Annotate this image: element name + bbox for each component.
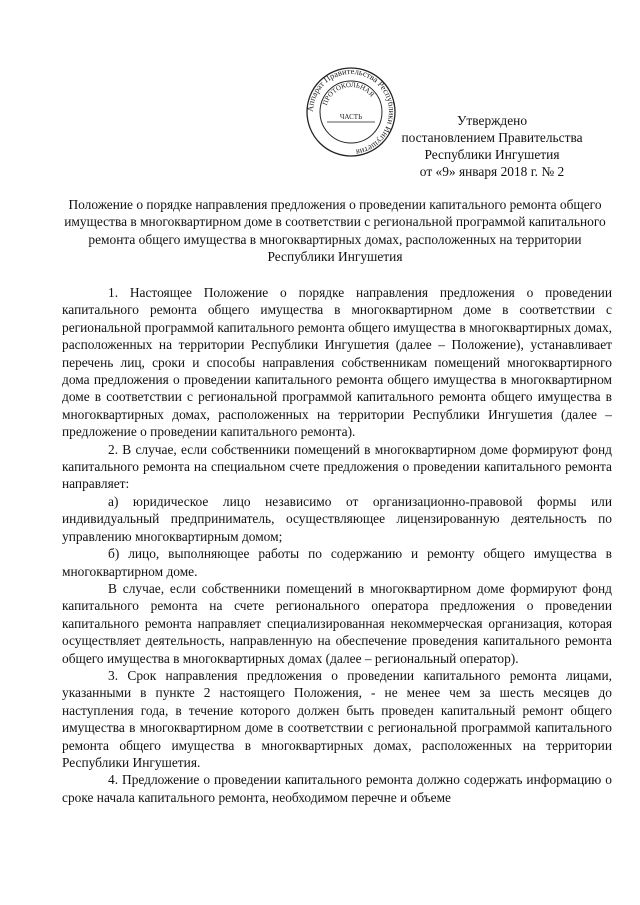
stamp-center-text: ЧАСТЬ [339,113,363,121]
document-body [62,284,612,806]
approval-line-approved: Утверждено [456,113,528,128]
official-stamp-seal [305,66,397,158]
paragraph: 4. Предложение о проведении капитального ремонта должно содержать информацию о сроке начала капитального ремонта, необходимом перечне и объеме [62,772,612,805]
approval-block [392,112,592,180]
paragraph: 3. Срок направления предложения о проведении капитального ремонта лицами, указанными в пункте 2 настоящего Положения, - не менее чем за шесть месяцев до наступления года, в течение которого должен быть проведен капитальный ремонт общего имущества в многоквартирном доме в соответствии с региональной программой капитального ремонта общего имущества в многоквартирных домах, расположенных на территории Республики Ингушетия. [62,667,612,770]
stamp-outer-text: Аппарат Правительства Республики Ингушетия [305,66,397,158]
paragraph: 1. Настоящее Положение о порядке направления предложения о проведении капитального ремонта общего имущества в многоквартирном доме в соответствии с региональной программой капитального ремонта общего имущества в многоквартирных домах, расположенных на территории Республики Ингушетия (далее – Положение), устанавливает перечень лиц, сроки и способы направления собственникам помещений многоквартирного дома предложения о проведении капитального ремонта общего имущества в многоквартирном доме в соответствии с региональной программой капитального ремонта общего имущества в многоквартирных домах, расположенных на территории Республики Ингушетия (далее – предложение о проведении капитального ремонта). [62,285,612,440]
paragraph: а) юридическое лицо независимо от организационно-правовой формы или индивидуальный предприниматель, осуществляющее лицензированную деятельность по управлению многоквартирным домом; [62,493,612,544]
approval-line-resolution: постановлением Правительства [401,130,583,145]
approval-line-republic: Республики Ингушетия [424,147,560,162]
stamp-inner-text: ПРОТОКОЛЬНАЯ [321,80,376,107]
paragraph: В случае, если собственники помещений в многоквартирном доме формируют фонд капитального ремонта на счете регионального оператора предложения о проведении капитального ремонта направляет специализированная некоммерческая организация, которая осуществляет деятельность, направленную на обеспечение проведения капитального ремонта общего имущества в многоквартирных домах (далее – региональный оператор). [62,580,612,666]
document-title: Положение о порядке направления предложения о проведении капитального ремонта общего имущества в многоквартирном доме в соответствии с региональной программой капитального ремонта общего имущества в многоквартирных домах, расположенных на территории Республики Ингушетия [64,197,606,265]
approval-line-date-number: от «9» января 2018 г. № 2 [419,164,565,179]
paragraph: 2. В случае, если собственники помещений в многоквартирном доме формируют фонд капитального ремонта на специальном счете предложения о проведении капитального ремонта направляет: [62,441,612,492]
paragraph: б) лицо, выполняющее работы по содержанию и ремонту общего имущества в многоквартирном доме. [62,546,612,579]
